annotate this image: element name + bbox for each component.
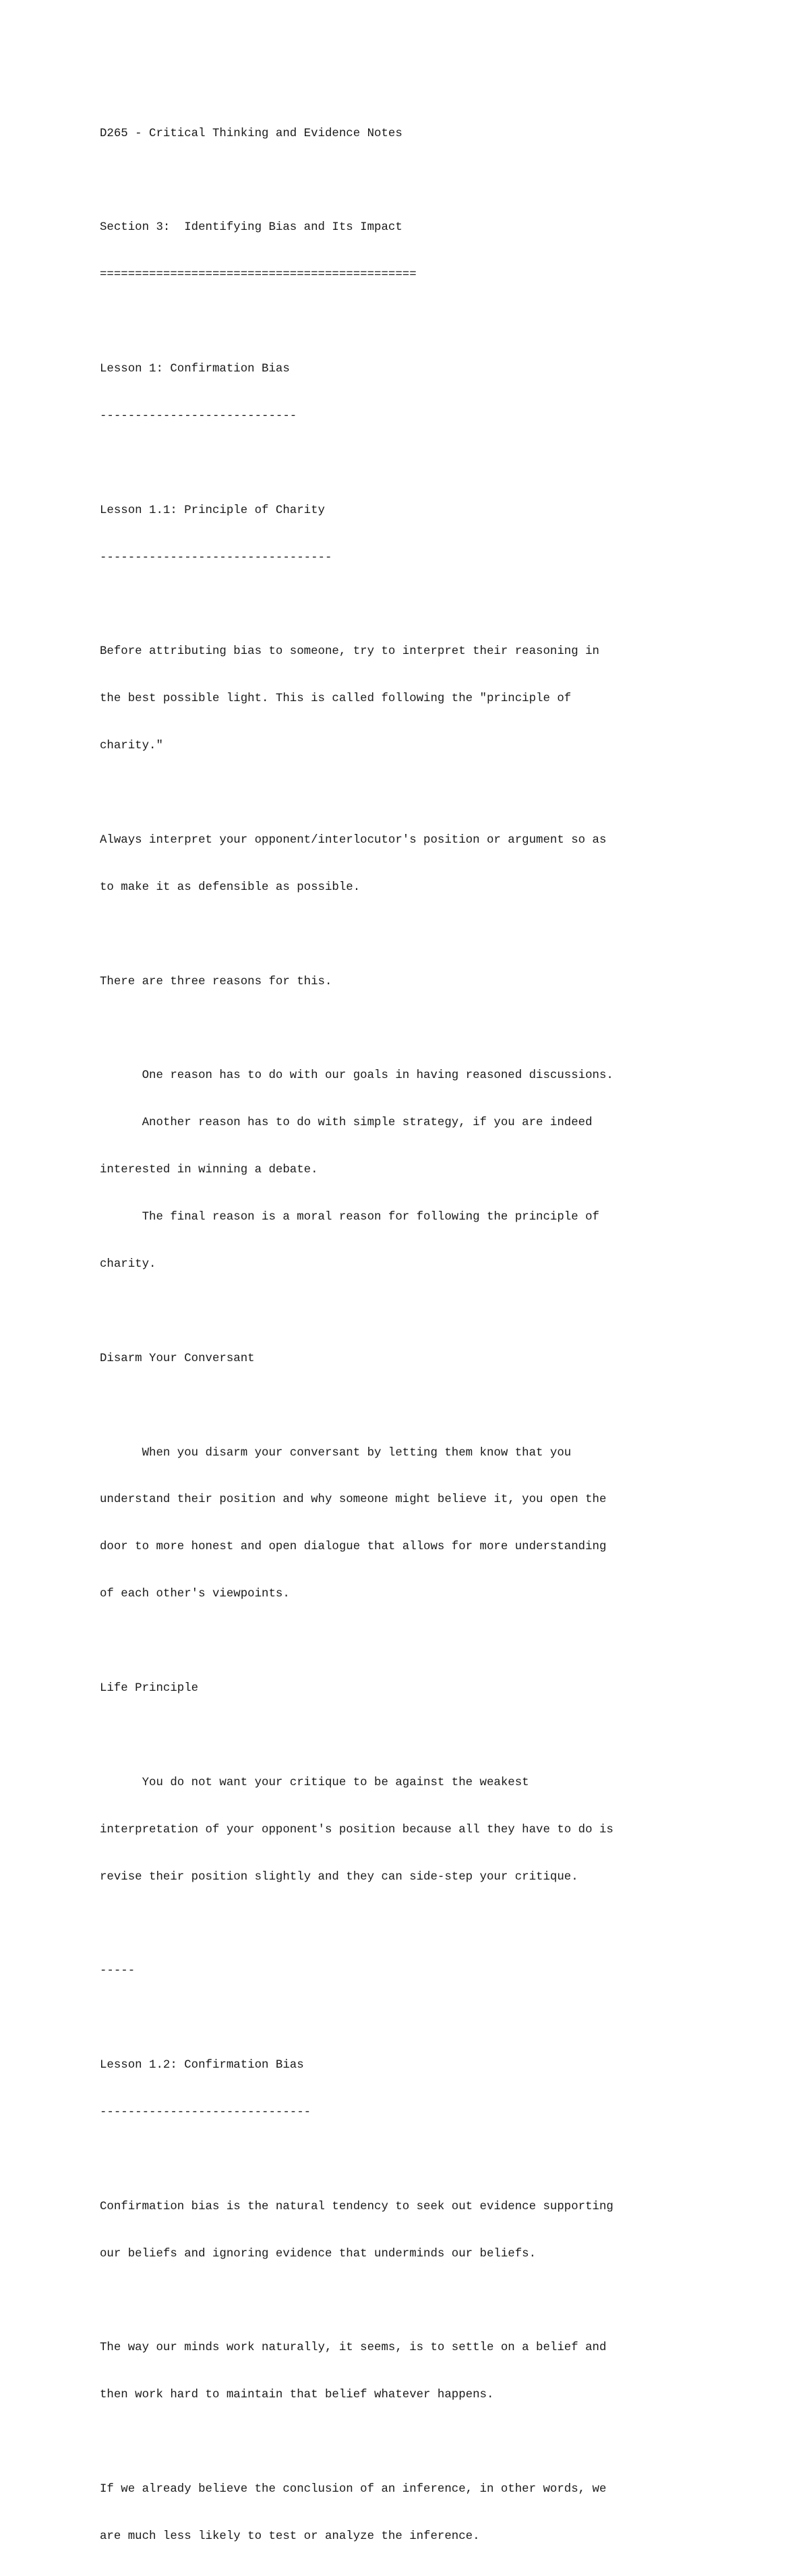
lesson-1-1-rule: ---------------------------------	[100, 551, 332, 564]
reason-line: Another reason has to do with simple strategy, if you are indeed	[100, 1116, 593, 1130]
paragraph-line: charity."	[100, 740, 163, 753]
paragraph-line: You do not want your critique to be against the weakest	[100, 1776, 529, 1789]
paragraph-line: then work hard to maintain that belief whatever happens.	[100, 2389, 494, 2402]
section-rule: =============================================	[100, 268, 417, 282]
paragraph-line: of each other's viewpoints.	[100, 1588, 290, 1601]
lesson-1-rule: ----------------------------	[100, 409, 297, 423]
document-page	[100, 94, 720, 2576]
document-title: D265 - Critical Thinking and Evidence Notes	[100, 127, 402, 140]
disarm-heading: Disarm Your Conversant	[100, 1352, 255, 1365]
reason-line: One reason has to do with our goals in having reasoned discussions.	[100, 1069, 613, 1083]
paragraph-line: interpretation of your opponent's position because all they have to do is	[100, 1823, 613, 1836]
paragraph-line: revise their position slightly and they can side-step your critique.	[100, 1870, 578, 1884]
reason-line: The final reason is a moral reason for following the principle of	[100, 1211, 599, 1224]
paragraph-line: understand their position and why someone might believe it, you open the	[100, 1493, 607, 1507]
reason-line: interested in winning a debate.	[100, 1164, 318, 1177]
paragraph-line: Always interpret your opponent/interlocutor's position or argument so as	[100, 833, 607, 847]
lesson-1-1-heading: Lesson 1.1: Principle of Charity	[100, 504, 325, 517]
paragraph-line: to make it as defensible as possible.	[100, 880, 361, 894]
section-heading: Section 3: Identifying Bias and Its Impact	[100, 221, 402, 235]
lesson-1-2-rule: ------------------------------	[100, 2106, 311, 2119]
document-body	[100, 94, 720, 2576]
paragraph-line: When you disarm your conversant by letting them know that you	[100, 1446, 572, 1460]
paragraph-line: The way our minds work naturally, it seems, is to settle on a belief and	[100, 2341, 607, 2355]
paragraph-line: are much less likely to test or analyze the inference.	[100, 2530, 480, 2544]
paragraph-line: our beliefs and ignoring evidence that underminds our beliefs.	[100, 2247, 537, 2260]
paragraph-line: door to more honest and open dialogue that allows for more understanding	[100, 1540, 607, 1554]
paragraph-line: Before attributing bias to someone, try to interpret their reasoning in	[100, 645, 599, 659]
paragraph-line: the best possible light. This is called following the "principle of	[100, 692, 572, 706]
paragraph-line: Confirmation bias is the natural tendency to seek out evidence supporting	[100, 2200, 613, 2213]
lesson-1-2-heading: Lesson 1.2: Confirmation Bias	[100, 2059, 304, 2072]
lesson-1-heading: Lesson 1: Confirmation Bias	[100, 363, 290, 376]
reason-line: charity.	[100, 1257, 156, 1271]
paragraph-line: There are three reasons for this.	[100, 975, 332, 988]
paragraph-line: If we already believe the conclusion of an inference, in other words, we	[100, 2483, 607, 2496]
life-principle-heading: Life Principle	[100, 1681, 199, 1695]
separator: -----	[100, 1965, 136, 1978]
